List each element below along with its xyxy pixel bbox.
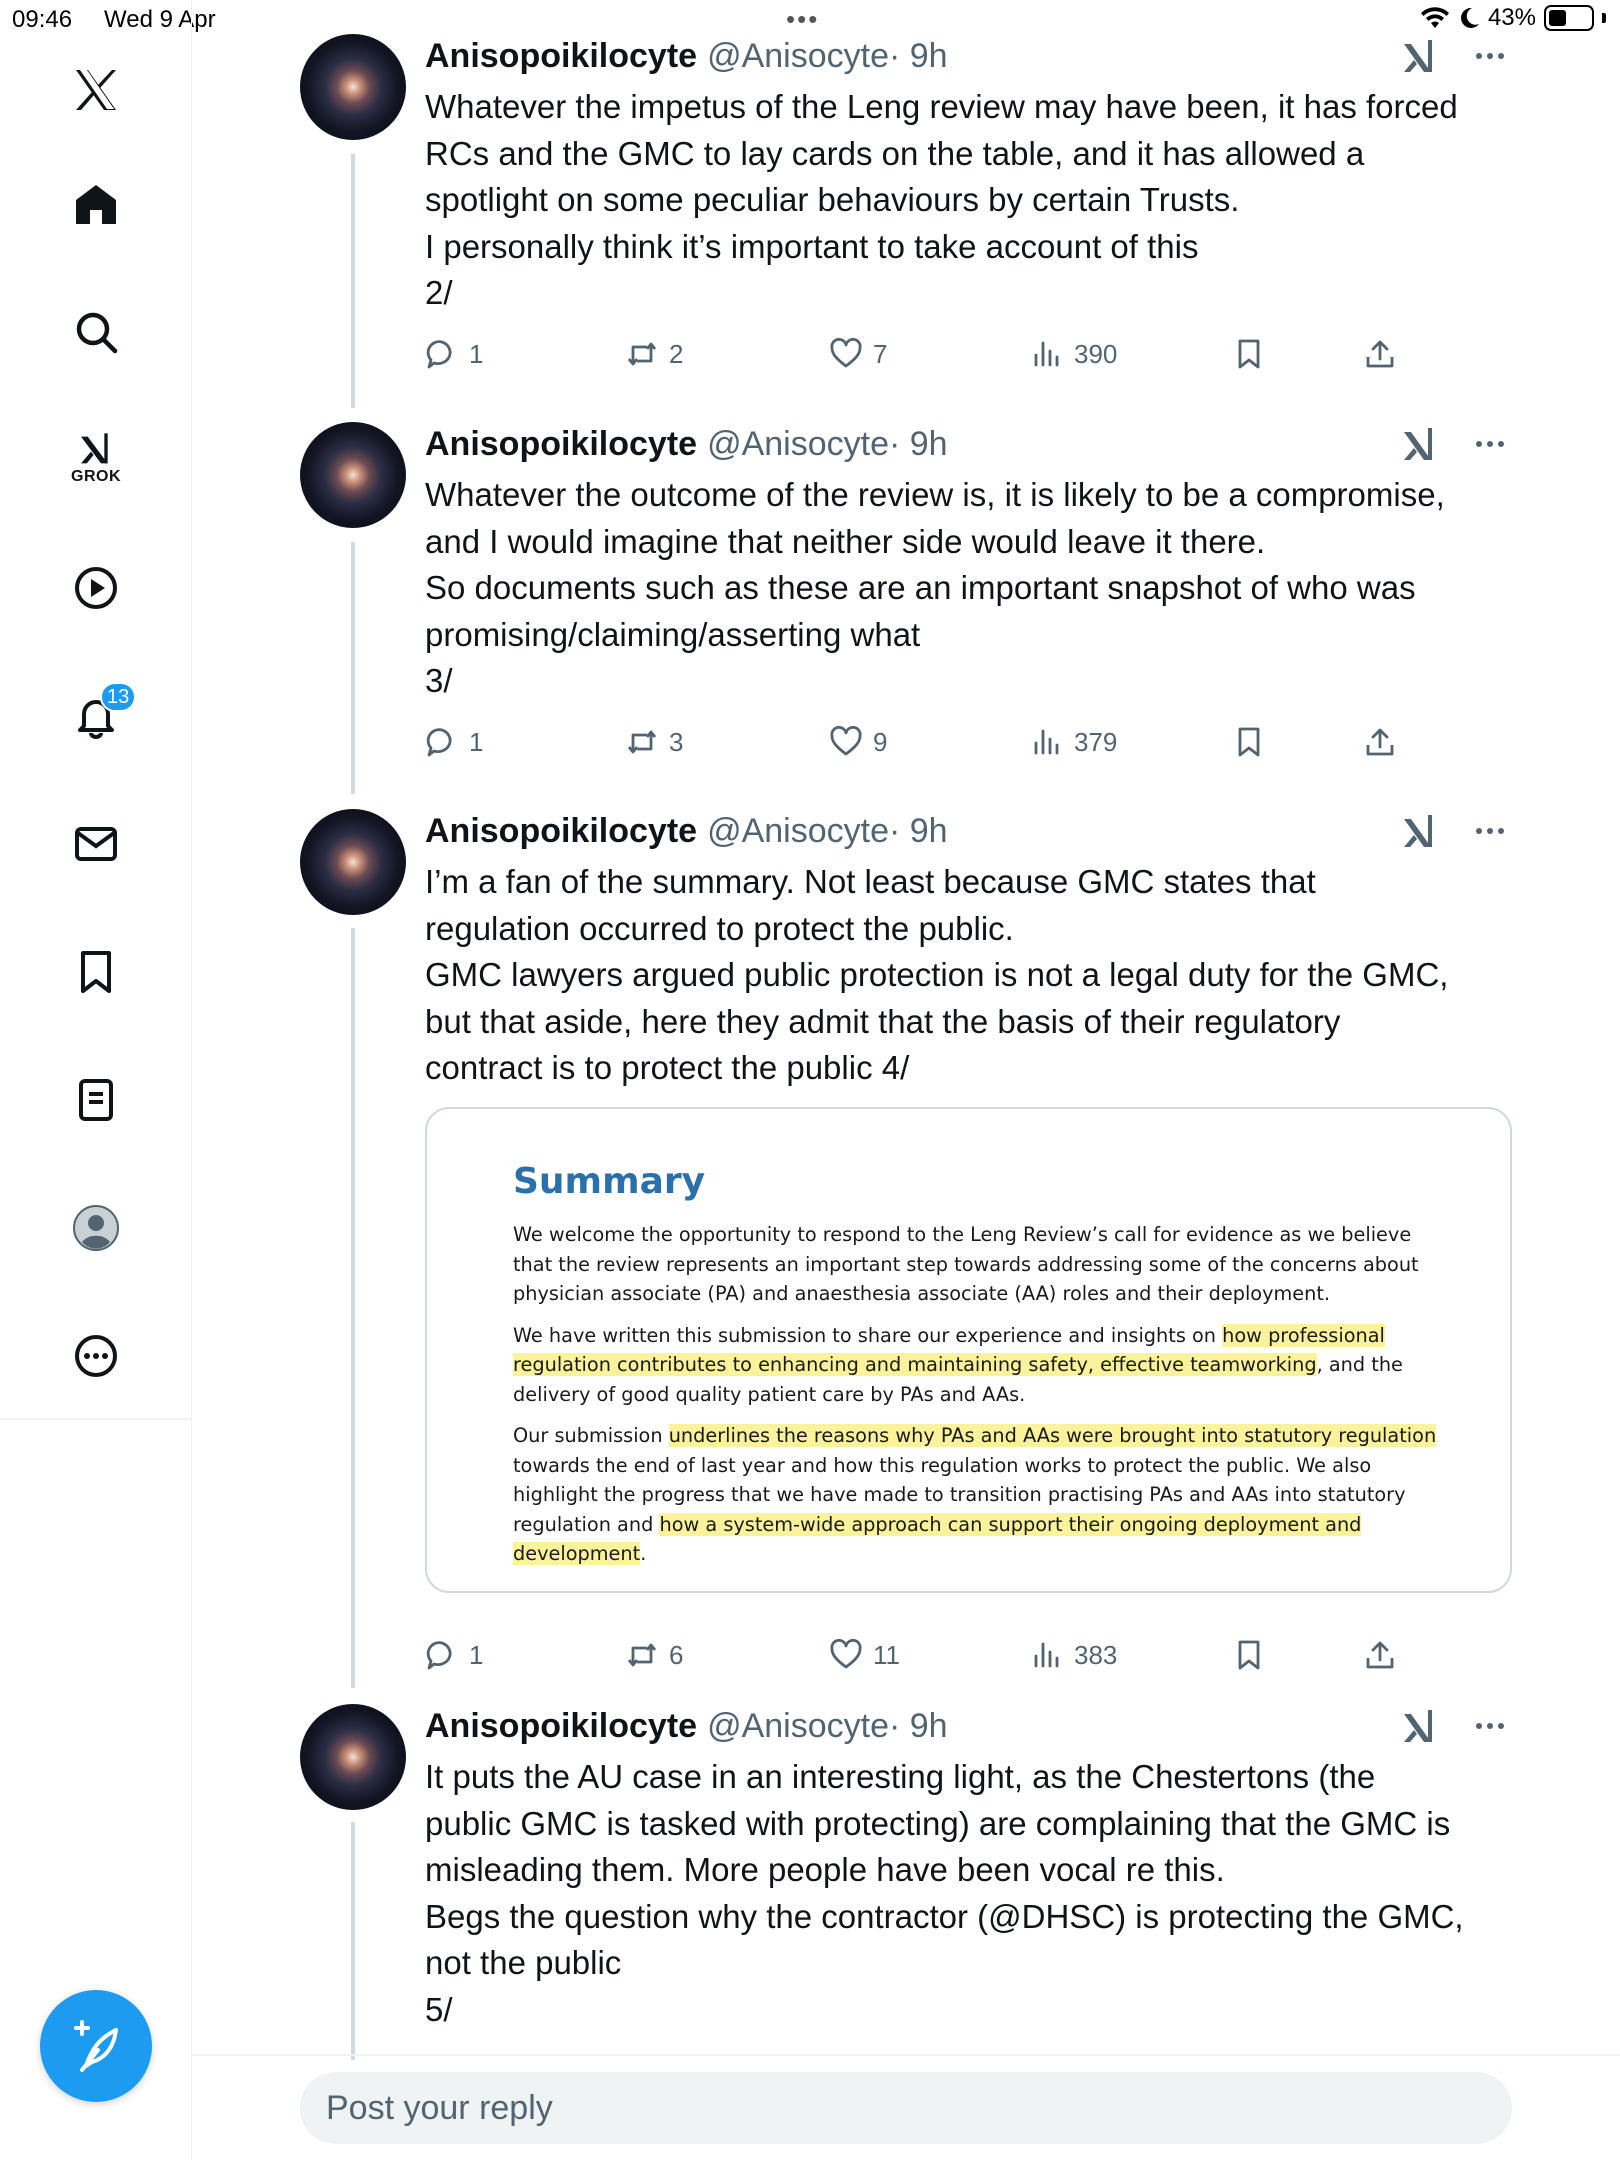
tweet-text-line: It puts the AU case in an interesting light, as the Chestertons (the — [425, 1758, 1376, 1795]
wifi-icon — [1420, 6, 1450, 30]
share-icon — [1363, 1638, 1397, 1672]
more-options-icon[interactable] — [52, 1312, 140, 1400]
tweet-text-line: RCs and the GMC to lay cards on the table, and it has allowed a — [425, 134, 1365, 172]
status-time: 09:46 — [12, 6, 73, 33]
timestamp[interactable]: · 9h — [888, 1706, 948, 1745]
tweet-text-line: GMC lawyers argued public protection is not a legal duty for the GMC, — [425, 956, 1449, 993]
tweet-text-line: 5/ — [425, 1990, 453, 2028]
repost-count: 6 — [669, 1639, 684, 1670]
view-count: 379 — [1074, 726, 1118, 757]
handle[interactable]: @Anisocyte — [707, 1706, 889, 1745]
heart-icon — [829, 725, 863, 759]
document-line — [513, 1421, 1473, 1451]
document-line: physician associate (PA) and anaesthesia associate (AA) roles and their deployment. — [513, 1282, 1331, 1305]
embedded-document-image[interactable] — [425, 1107, 1512, 1593]
bookmark-nav-icon[interactable] — [52, 928, 140, 1016]
thread-connector — [351, 928, 355, 1688]
views-chart-icon — [1030, 1638, 1064, 1672]
tweet-text-line: not the public — [425, 1944, 622, 1981]
bookmark-icon — [1232, 1638, 1266, 1672]
tweet-text-line: but that aside, here they admit that the basis of their regulatory — [425, 1002, 1341, 1040]
share-icon — [1363, 337, 1397, 371]
notifications-badge: 13 — [100, 682, 136, 712]
like-button[interactable] — [829, 329, 887, 379]
messages-mail-icon[interactable] — [52, 800, 140, 888]
tweet-header — [425, 1704, 1510, 1748]
document-title: Summary — [513, 1161, 706, 1202]
tweet-text-line: promising/claiming/asserting what — [425, 615, 921, 653]
reply-count: 1 — [469, 1639, 484, 1670]
display-name[interactable]: Anisopoikilocyte — [425, 36, 698, 75]
document-line: We welcome the opportunity to respond to the Leng Review’s call for evidence as we believe — [513, 1223, 1412, 1246]
bookmark-button[interactable] — [1232, 329, 1266, 379]
highlighted-text: how professional — [1222, 1323, 1385, 1347]
reply-bar-divider — [192, 2054, 1620, 2056]
search-icon[interactable] — [52, 288, 140, 376]
document-line: highlight the progress that we have made to transition practising PAs and AAs into statutory — [513, 1483, 1406, 1506]
reply-button[interactable] — [425, 1630, 483, 1680]
tweet-text — [425, 472, 1510, 705]
tweet-body — [425, 422, 1510, 705]
document-text: Our submission — [513, 1424, 669, 1447]
reply-icon — [425, 725, 459, 759]
like-count: 11 — [873, 1639, 900, 1670]
document-line — [513, 1350, 1473, 1380]
handle[interactable]: @Anisocyte — [707, 424, 889, 463]
repost-icon — [625, 1638, 659, 1672]
document-line — [513, 1321, 1473, 1351]
heart-icon — [829, 1638, 863, 1672]
tweet-body — [425, 1704, 1510, 2033]
video-play-icon[interactable] — [52, 544, 140, 632]
repost-button[interactable] — [625, 329, 683, 379]
avatar[interactable] — [300, 809, 406, 915]
thread-connector — [351, 154, 355, 408]
document-text: We have written this submission to share our experience and insights on — [513, 1323, 1223, 1347]
view-count: 383 — [1074, 1639, 1118, 1670]
repost-icon — [625, 337, 659, 371]
tweet-header — [425, 809, 1510, 853]
like-count: 7 — [873, 338, 888, 369]
more-dots-icon[interactable] — [1470, 36, 1510, 76]
grok-icon — [72, 430, 120, 470]
highlighted-text: development — [513, 1542, 641, 1565]
grok-nav-item[interactable] — [52, 414, 140, 502]
tweet-text — [425, 859, 1510, 1092]
heart-icon — [829, 337, 863, 371]
status-icons — [1420, 4, 1606, 32]
bookmark-icon — [1232, 337, 1266, 371]
document-line: towards the end of last year and how this regulation works to protect the public. We also — [513, 1453, 1372, 1477]
grok-icon[interactable] — [1400, 1706, 1440, 1746]
tweet-text-line: contract is to protect the public 4/ — [425, 1049, 910, 1086]
grok-icon[interactable] — [1400, 36, 1440, 76]
document-line — [513, 1510, 1473, 1540]
highlighted-text: underlines the reasons why PAs and AAs were brought into statutory regulation — [668, 1424, 1437, 1447]
share-button[interactable] — [1363, 717, 1397, 767]
thread-connector — [351, 542, 355, 794]
highlighted-text: regulation contributes to enhancing and maintaining safety, effective teamworking — [513, 1353, 1317, 1376]
document-line: that the review represents an important step towards addressing some of the concerns about — [513, 1252, 1419, 1276]
lists-icon[interactable] — [52, 1056, 140, 1144]
view-count: 390 — [1074, 338, 1118, 369]
avatar[interactable] — [300, 422, 406, 528]
tweet-text-line: misleading them. More people have been vocal re this. — [425, 1851, 1225, 1888]
grok-icon[interactable] — [1400, 811, 1440, 851]
notifications-nav-item[interactable] — [52, 672, 140, 760]
tweet-text-line: I’m a fan of the summary. Not least because GMC states that — [425, 863, 1316, 900]
tweet-text-line: public GMC is tasked with protecting) are complaining that the GMC is — [425, 1804, 1451, 1842]
tweet-text-line: 3/ — [425, 662, 453, 699]
sidebar — [0, 0, 192, 2160]
tweet-body — [425, 34, 1510, 317]
more-dots-icon[interactable] — [1470, 1706, 1510, 1746]
display-name[interactable]: Anisopoikilocyte — [425, 424, 698, 463]
sidebar-divider — [0, 1418, 192, 1420]
tweet-text-line: So documents such as these are an important snapshot of who was — [425, 569, 1416, 606]
document-text: , and the — [1316, 1353, 1403, 1376]
repost-count: 2 — [669, 338, 684, 369]
highlighted-text: how a system-wide approach can support their ongoing deployment and — [659, 1512, 1362, 1536]
reply-button[interactable] — [425, 717, 483, 767]
battery-nub — [1602, 13, 1606, 23]
document-content — [513, 1161, 1473, 1581]
avatar[interactable] — [300, 1704, 406, 1810]
share-button[interactable] — [1363, 1630, 1397, 1680]
bookmark-button[interactable] — [1232, 717, 1266, 767]
multitasking-dots-icon[interactable]: ••• — [786, 4, 820, 34]
display-name[interactable]: Anisopoikilocyte — [425, 1706, 698, 1745]
reply-icon — [425, 1638, 459, 1672]
like-button[interactable] — [829, 717, 887, 767]
profile-avatar-icon[interactable] — [52, 1184, 140, 1272]
more-dots-icon[interactable] — [1470, 424, 1510, 464]
views-chart-icon — [1030, 725, 1064, 759]
timestamp[interactable]: · 9h — [888, 36, 948, 75]
document-text: regulation and — [513, 1512, 660, 1536]
handle[interactable]: @Anisocyte — [707, 811, 889, 850]
grok-icon[interactable] — [1400, 424, 1440, 464]
repost-icon — [625, 725, 659, 759]
views-button[interactable] — [1030, 1630, 1117, 1680]
like-count: 9 — [873, 726, 888, 757]
like-button[interactable] — [829, 1630, 900, 1680]
avatar[interactable] — [300, 34, 406, 140]
tweet-text-line: 2/ — [425, 274, 453, 311]
home-icon[interactable] — [52, 160, 140, 248]
repost-count: 3 — [669, 726, 684, 757]
tweet-actions — [425, 717, 1425, 767]
repost-button[interactable] — [625, 717, 683, 767]
compose-post-button[interactable] — [40, 1990, 152, 2102]
document-paragraph — [513, 1220, 1473, 1309]
more-dots-icon[interactable] — [1470, 811, 1510, 851]
timestamp[interactable]: · 9h — [888, 811, 948, 850]
document-paragraph — [513, 1421, 1473, 1569]
tweet-text-line: spotlight on some peculiar behaviours by certain Trusts. — [425, 181, 1240, 218]
bookmark-button[interactable] — [1232, 1630, 1266, 1680]
share-button[interactable] — [1363, 329, 1397, 379]
status-date: Wed 9 Apr — [104, 6, 216, 33]
tweet-body — [425, 809, 1510, 1092]
do-not-disturb-moon-icon — [1458, 6, 1480, 30]
tweet-header — [425, 422, 1510, 466]
views-button[interactable] — [1030, 717, 1117, 767]
tweet-text-line: Whatever the impetus of the Leng review may have been, it has forced — [425, 88, 1458, 125]
display-name[interactable]: Anisopoikilocyte — [425, 811, 698, 850]
document-text: . — [640, 1542, 647, 1565]
battery-icon — [1544, 5, 1594, 31]
repost-button[interactable] — [625, 1630, 683, 1680]
share-icon — [1363, 725, 1397, 759]
grok-label: GROK — [71, 468, 121, 485]
reply-input[interactable] — [300, 2072, 1512, 2144]
reply-placeholder: Post your reply — [326, 2088, 553, 2127]
tweet-text — [425, 84, 1510, 317]
battery-fill — [1549, 10, 1566, 26]
tweet-actions — [425, 1630, 1425, 1680]
x-logo-icon[interactable] — [52, 46, 140, 134]
tweet-text — [425, 1754, 1510, 2033]
tweet-text-line: regulation occurred to protect the public. — [425, 909, 1014, 947]
reply-icon — [425, 337, 459, 371]
handle[interactable]: @Anisocyte — [707, 36, 889, 75]
reply-count: 1 — [469, 338, 484, 369]
tweet-header — [425, 34, 1510, 78]
tweet-actions — [425, 329, 1425, 379]
tweet-text-line: Begs the question why the contractor (@DHSC) is protecting the GMC, — [425, 1897, 1464, 1935]
views-button[interactable] — [1030, 329, 1117, 379]
tweet-text-line: Whatever the outcome of the review is, it is likely to be a compromise, — [425, 476, 1445, 513]
tweet-text-line: and I would imagine that neither side would leave it there. — [425, 522, 1266, 560]
document-paragraph — [513, 1321, 1473, 1410]
battery-percent: 43% — [1487, 4, 1536, 31]
timestamp[interactable]: · 9h — [888, 424, 948, 463]
views-chart-icon — [1030, 337, 1064, 371]
thread-connector — [351, 1822, 355, 2060]
reply-button[interactable] — [425, 329, 483, 379]
tweet-text-line: I personally think it’s important to take account of this — [425, 227, 1199, 265]
compose-feather-icon — [68, 2018, 124, 2074]
document-line — [513, 1539, 1473, 1569]
bookmark-icon — [1232, 725, 1266, 759]
reply-count: 1 — [469, 726, 484, 757]
document-line: delivery of good quality patient care by PAs and AAs. — [513, 1382, 1026, 1406]
